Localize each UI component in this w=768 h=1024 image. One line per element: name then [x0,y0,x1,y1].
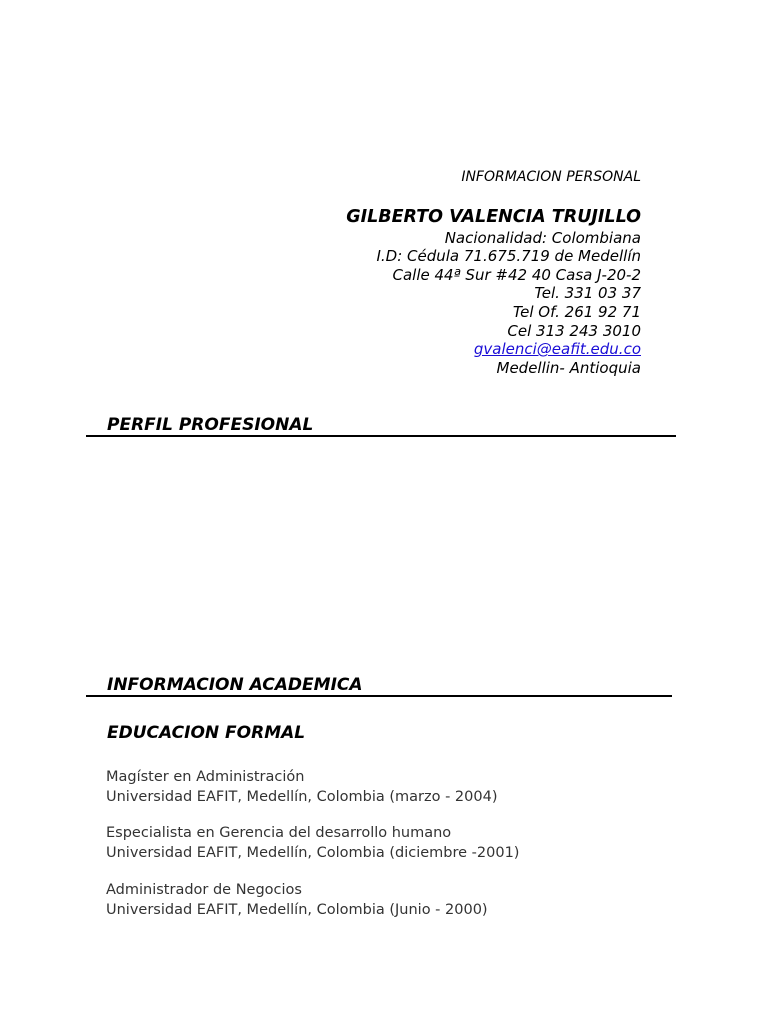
academic-section-title: INFORMACION ACADEMICA [107,675,363,695]
education-institution: Universidad EAFIT, Medellín, Colombia (diciembre -2001) [106,845,520,861]
phone: Tel. 331 03 37 [534,284,641,303]
full-name: GILBERTO VALENCIA TRUJILLO [346,206,641,227]
education-entry [106,880,488,920]
education-degree: Magíster en Administración [106,769,305,785]
profile-section-title: PERFIL PROFESIONAL [107,415,314,435]
id-document: I.D: Cédula 71.675.719 de Medellín [376,247,641,266]
profile-divider [86,435,676,437]
address: Calle 44ª Sur #42 40 Casa J-20-2 [392,265,641,284]
nationality: Nacionalidad: Colombiana [444,228,641,247]
education-entry [106,823,519,863]
education-degree: Administrador de Negocios [106,882,302,898]
email-link[interactable]: gvalenci@eafit.edu.co [473,340,641,359]
contact-block [346,168,641,377]
formal-education-title: EDUCACION FORMAL [107,723,306,743]
office-phone: Tel Of. 261 92 71 [512,302,641,321]
education-degree: Especialista en Gerencia del desarrollo humano [106,825,452,841]
mobile-phone: Cel 313 243 3010 [507,321,641,340]
education-entry [106,767,497,807]
education-institution: Universidad EAFIT, Medellín, Colombia (Junio - 2000) [106,902,488,918]
academic-divider [86,695,672,697]
personal-info-heading: INFORMACION PERSONAL [461,169,641,185]
education-institution: Universidad EAFIT, Medellín, Colombia (marzo - 2004) [106,789,498,805]
city: Medellin- Antioquia [496,358,641,377]
